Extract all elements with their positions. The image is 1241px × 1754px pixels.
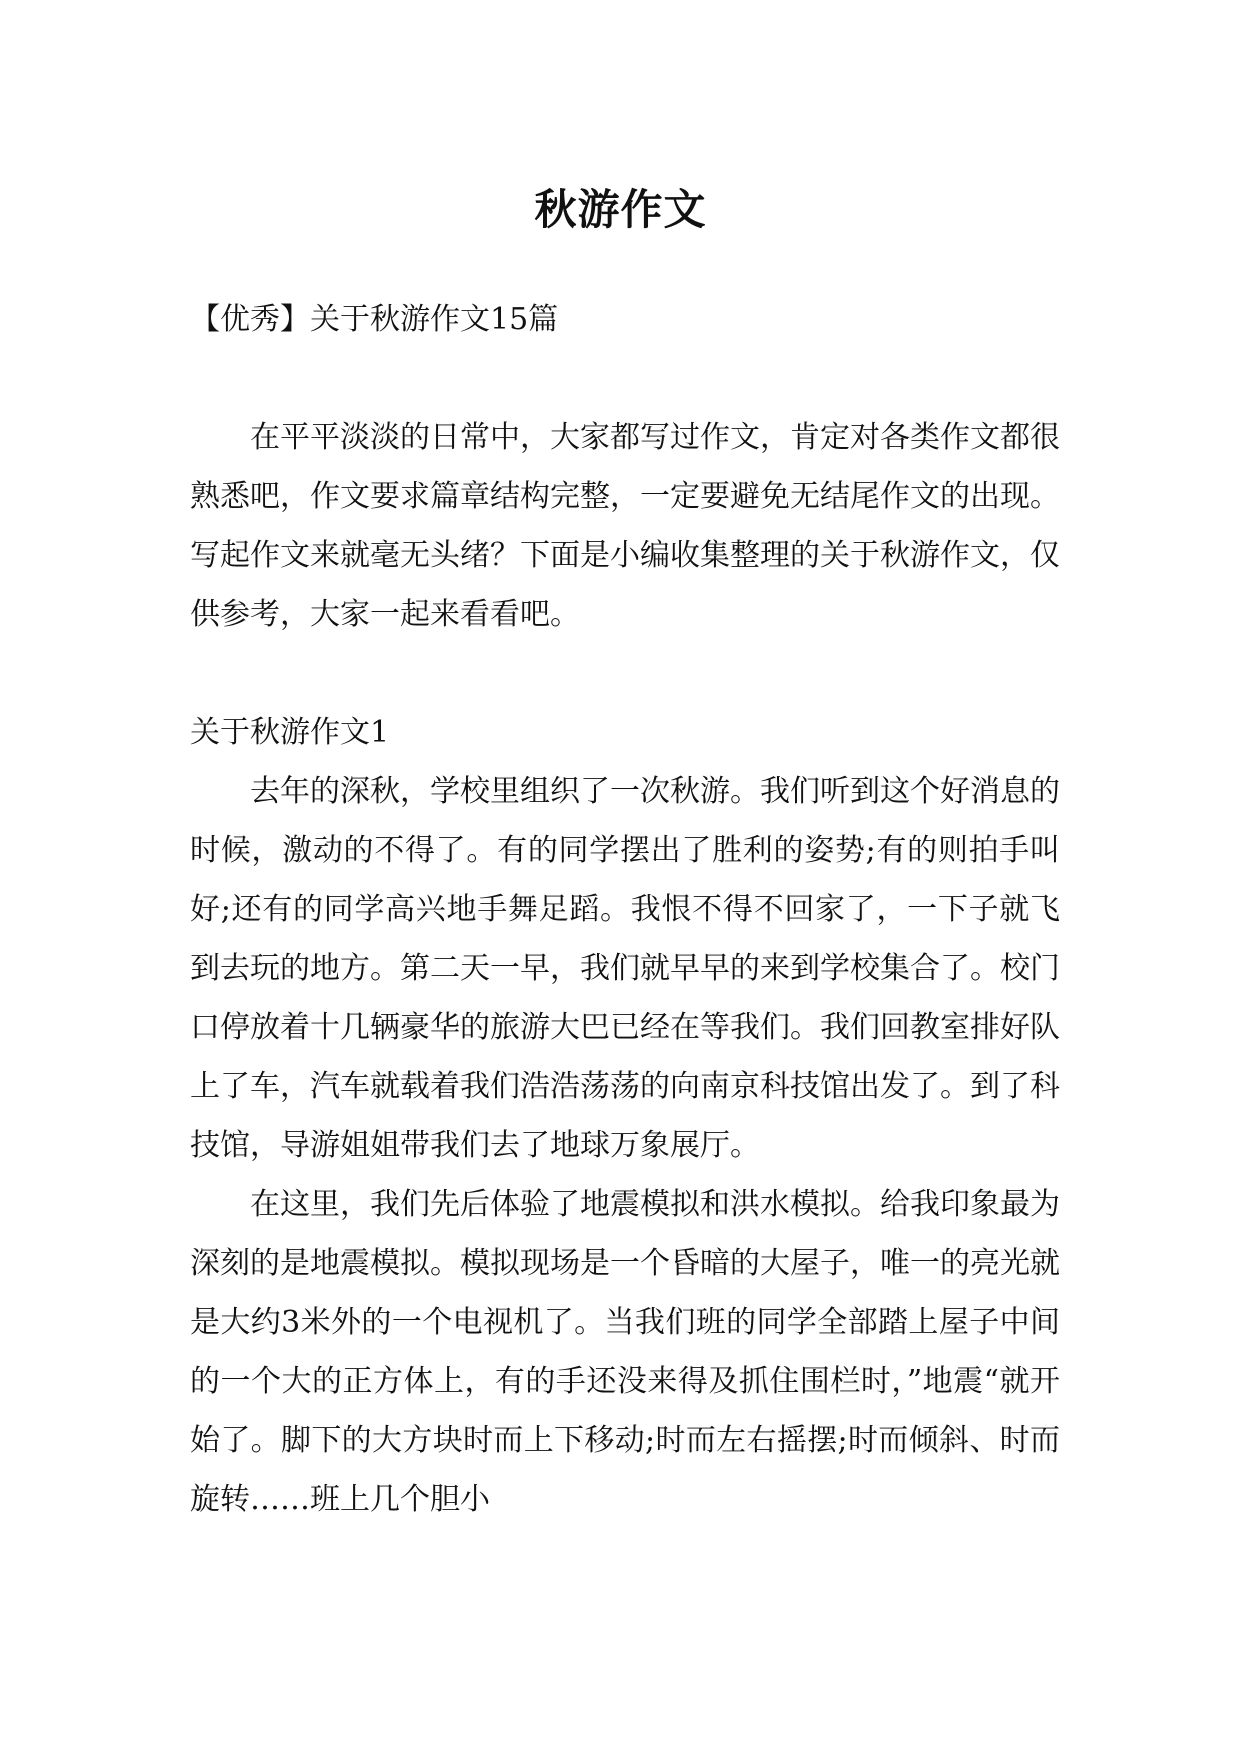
section-heading: 关于秋游作文1 (190, 715, 390, 750)
document-title: 秋游作文 (534, 185, 707, 235)
body-paragraph-2: 在这里，我们先后体验了地震模拟和洪水模拟。给我印象最为深刻的是地震模拟。模拟现场是一个昏暗的大屋子，唯一的亮光就是大约3米外的一个电视机了。当我们班的同学全部踏上屋子中间的一个大的正方体上，有的手还没来得及抓住围栏时，”地震“就开始了。脚下的大方块时而上下移动;时而左右摇摆;时而倾斜、时而旋转……班上几个胆小 (190, 1187, 1060, 1517)
body-paragraph-1: 去年的深秋，学校里组织了一次秋游。我们听到这个好消息的时候，激动的不得了。有的同学摆出了胜利的姿势;有的则拍手叫好;还有的同学高兴地手舞足蹈。我恨不得不回家了，一下子就飞到去玩的地方。第二天一早，我们就早早的来到学校集合了。校门口停放着十几辆豪华的旅游大巴已经在等我们。我们回教室排好队上了车，汽车就载着我们浩浩荡荡的向南京科技馆出发了。到了科技馆，导游姐姐带我们去了地球万象展厅。 (190, 774, 1060, 1163)
intro-paragraph: 在平平淡淡的日常中，大家都写过作文，肯定对各类作文都很熟悉吧，作文要求篇章结构完整，一定要避免无结尾作文的出现。写起作文来就毫无头绪？下面是小编收集整理的关于秋游作文，仅供参考，大家一起来看看吧。 (190, 420, 1060, 632)
document-body (190, 290, 1060, 1529)
document-subtitle: 【优秀】关于秋游作文15篇 (190, 302, 559, 337)
